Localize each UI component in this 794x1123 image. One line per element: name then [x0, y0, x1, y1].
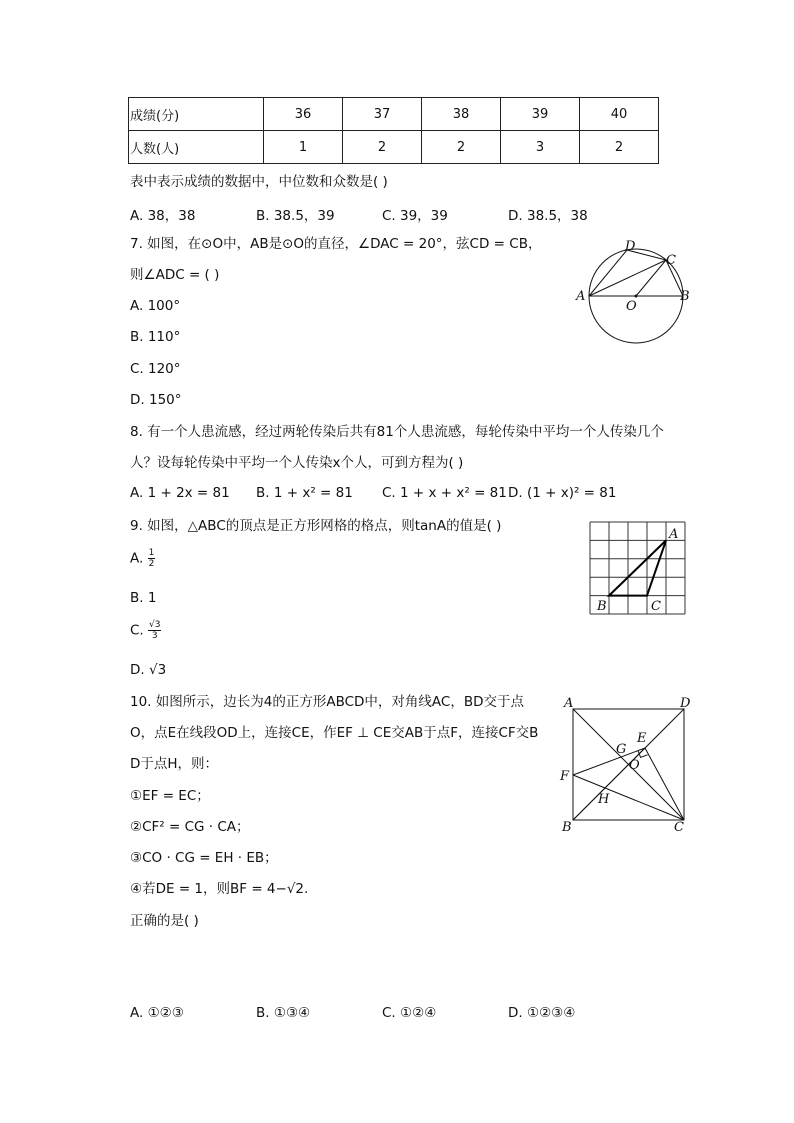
q7-option-a[interactable]: A. 100°: [130, 298, 181, 314]
q7-circle-figure: [570, 236, 700, 346]
q10-statement-1: ①EF = EC；: [130, 788, 210, 804]
fraction-denominator: 2: [148, 559, 155, 569]
option-letter: C.: [130, 622, 144, 639]
q9-option-b[interactable]: B. 1: [130, 590, 157, 606]
q8-stem-line2: 人？设每轮传染中平均一个人传染x个人，可到方程为( ): [130, 455, 464, 471]
table-row: [129, 98, 659, 131]
table-cell: 2: [580, 131, 659, 164]
q10-option-d[interactable]: D. ①②③④: [508, 1005, 576, 1021]
label-f: F: [560, 769, 570, 784]
q7-option-c[interactable]: C. 120°: [130, 361, 181, 377]
label-b: B: [597, 599, 607, 614]
label-c: C: [651, 599, 661, 614]
q8-option-b[interactable]: B. 1 + x² = 81: [256, 485, 353, 501]
table-cell: 成绩(分): [129, 98, 264, 131]
q7-option-b[interactable]: B. 110°: [130, 329, 181, 345]
q10-option-b[interactable]: B. ①③④: [256, 1005, 311, 1021]
segment-fc: [573, 775, 684, 820]
label-c: C: [674, 820, 684, 835]
q8-option-c[interactable]: C. 1 + x + x² = 81: [382, 485, 507, 501]
option-letter: A.: [130, 550, 144, 567]
q9-stem: 9. 如图，△ABC的顶点是正方形网格的格点，则tanA的值是( ): [130, 518, 502, 534]
table-cell: 1: [264, 131, 343, 164]
q10-stem-line3: D于点H，则：: [130, 756, 219, 772]
table-cell: 2: [422, 131, 501, 164]
q9-grid-figure: [588, 520, 692, 616]
label-d: D: [625, 239, 636, 254]
q10-statement-4: ④若DE = 1，则BF = 4−√2.: [130, 881, 309, 897]
center-point: [635, 295, 638, 298]
segment-ec: [645, 748, 684, 820]
q10-option-a[interactable]: A. ①②③: [130, 1005, 184, 1021]
table-cell: 人数(人): [129, 131, 264, 164]
table-cell: 40: [580, 98, 659, 131]
fraction: [148, 548, 156, 569]
fraction: [148, 620, 161, 641]
label-d: D: [680, 696, 691, 711]
q10-statement-2: ②CF² = CG · CA；: [130, 819, 250, 835]
table-row: [129, 131, 659, 164]
label-h: H: [598, 792, 610, 807]
q6-option-b[interactable]: B. 38.5，39: [256, 208, 335, 224]
triangle-abc: [609, 540, 666, 595]
q7-stem-line1: 7. 如图，在⊙O中，AB是⊙O的直径，∠DAC = 20°，弦CD = CB，: [130, 236, 542, 252]
label-a: A: [576, 289, 586, 304]
q6-option-d[interactable]: D. 38.5，38: [508, 208, 588, 224]
label-o: O: [626, 299, 637, 314]
table-cell: 36: [264, 98, 343, 131]
fraction-denominator: 3: [151, 631, 158, 641]
q7-option-d[interactable]: D. 150°: [130, 392, 182, 408]
fraction-numerator: 1: [148, 548, 155, 558]
q8-option-a[interactable]: A. 1 + 2x = 81: [130, 485, 230, 501]
q10-statement-3: ③CO · CG = EH · EB；: [130, 850, 278, 866]
q10-question: 正确的是( ): [130, 913, 199, 929]
table-cell: 38: [422, 98, 501, 131]
table-cell: 2: [343, 131, 422, 164]
fraction-numerator: √3: [149, 620, 161, 630]
label-b: B: [680, 289, 690, 304]
q6-option-c[interactable]: C. 39，39: [382, 208, 448, 224]
label-e: E: [637, 731, 647, 746]
label-a: A: [564, 696, 574, 711]
q10-stem-line1: 10. 如图所示，边长为4的正方形ABCD中，对角线AC，BD交于点: [130, 694, 525, 710]
label-a: A: [669, 527, 679, 542]
radius-oc: [636, 260, 666, 296]
q10-option-c[interactable]: C. ①②④: [382, 1005, 437, 1021]
table-cell: 39: [501, 98, 580, 131]
table-cell: 3: [501, 131, 580, 164]
q10-stem-line2: O，点E在线段OD上，连接CE，作EF ⊥ CE交AB于点F，连接CF交B: [130, 725, 539, 741]
q8-option-d[interactable]: D. (1 + x)² = 81: [508, 485, 617, 501]
table-cell: 37: [343, 98, 422, 131]
q10-square-figure: [558, 694, 698, 838]
label-g: G: [616, 742, 627, 757]
score-table: [128, 97, 659, 164]
label-o: O: [629, 758, 640, 773]
q7-stem-line2: 则∠ADC = ( ): [130, 267, 220, 283]
right-angle-mark: [638, 751, 648, 758]
q9-option-d[interactable]: D. √3: [130, 662, 167, 678]
label-b: B: [562, 820, 572, 835]
q9-option-c[interactable]: [130, 620, 161, 641]
label-c: C: [666, 253, 676, 268]
q6-option-a[interactable]: A. 38，38: [130, 208, 196, 224]
q8-stem-line1: 8. 有一个人患流感，经过两轮传染后共有81个人患流感，每轮传染中平均一个人传染几个: [130, 424, 664, 440]
q9-option-a[interactable]: [130, 548, 155, 569]
q6-stem: 表中表示成绩的数据中，中位数和众数是( ): [130, 174, 388, 190]
